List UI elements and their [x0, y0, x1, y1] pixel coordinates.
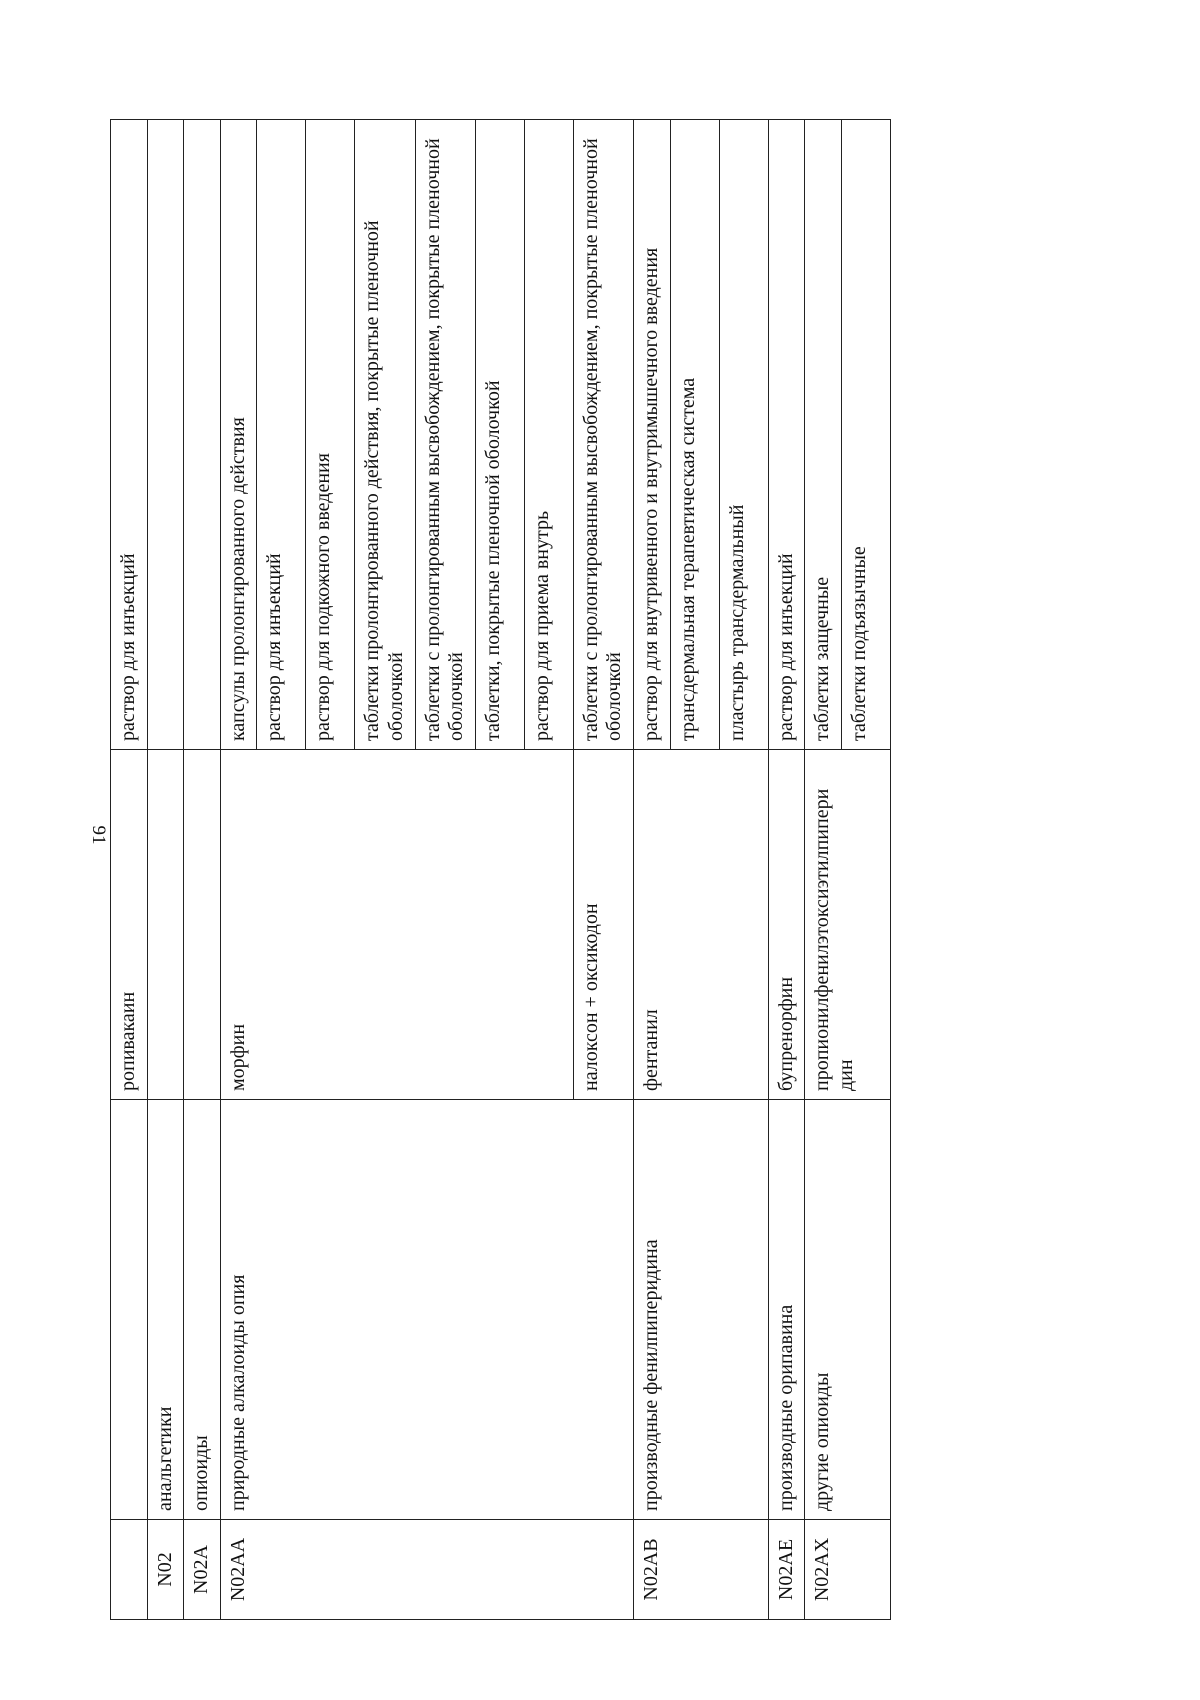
dosage-form: раствор для инъекций [768, 120, 805, 750]
atc-code: N02AE [768, 1520, 805, 1620]
rotated-page [110, 120, 1180, 1620]
table-row [111, 120, 148, 1620]
group-name: опиоиды [184, 1100, 221, 1520]
drug-name [184, 750, 221, 1100]
dosage-form: раствор для инъекций [111, 120, 148, 750]
drug-name [147, 750, 184, 1100]
drug-name: пропионилфенилэтоксиэтилпипери дин [805, 750, 891, 1100]
group-name: производные фенилпиперидина [633, 1100, 768, 1520]
dosage-form: раствор для приема внутрь [524, 120, 573, 750]
atc-code: N02AB [633, 1520, 768, 1620]
table-row [147, 120, 184, 1620]
dosage-form: раствор для инъекций [257, 120, 306, 750]
atc-code: N02AA [220, 1520, 633, 1620]
dosage-form: капсулы пролонгированного действия [220, 120, 257, 750]
atc-code [111, 1520, 148, 1620]
dosage-form: пластырь трансдермальный [719, 120, 768, 750]
page-number: 91 [88, 825, 109, 845]
table-row [633, 120, 670, 1620]
drug-name: фентанил [633, 750, 768, 1100]
dosage-form: таблетки с пролонгированным высвобождением, покрытые пленочной оболочкой [415, 120, 475, 750]
table-row [184, 120, 221, 1620]
drug-name: ропивакаин [111, 750, 148, 1100]
drug-name: налоксон + оксикодон [573, 750, 633, 1100]
group-name: производные орипавина [768, 1100, 805, 1520]
atc-code: N02 [147, 1520, 184, 1620]
drug-name: бупренорфин [768, 750, 805, 1100]
group-name: другие опиоиды [805, 1100, 891, 1520]
table-row [220, 120, 257, 1620]
table-row [768, 120, 805, 1620]
group-name: природные алкалоиды опия [220, 1100, 633, 1520]
dosage-form: таблетки с пролонгированным высвобождением, покрытые пленочной оболочкой [573, 120, 633, 750]
dosage-form: раствор для внутривенного и внутримышечного введения [633, 120, 670, 750]
dosage-form [147, 120, 184, 750]
dosage-form: раствор для подкожного введения [306, 120, 355, 750]
dosage-form: таблетки подъязычные [841, 120, 890, 750]
atc-code: N02AX [805, 1520, 891, 1620]
dosage-form: трансдермальная терапевтическая система [670, 120, 719, 750]
dosage-form: таблетки, покрытые пленочной оболочкой [475, 120, 524, 750]
drug-name: морфин [220, 750, 573, 1100]
table-row [805, 120, 842, 1620]
dosage-form: таблетки защечные [805, 120, 842, 750]
atc-code: N02A [184, 1520, 221, 1620]
group-name [111, 1100, 148, 1520]
group-name: анальгетики [147, 1100, 184, 1520]
dosage-form [184, 120, 221, 750]
dosage-form: таблетки пролонгированного действия, покрытые пленочной оболочкой [355, 120, 415, 750]
drug-table [110, 119, 891, 1620]
